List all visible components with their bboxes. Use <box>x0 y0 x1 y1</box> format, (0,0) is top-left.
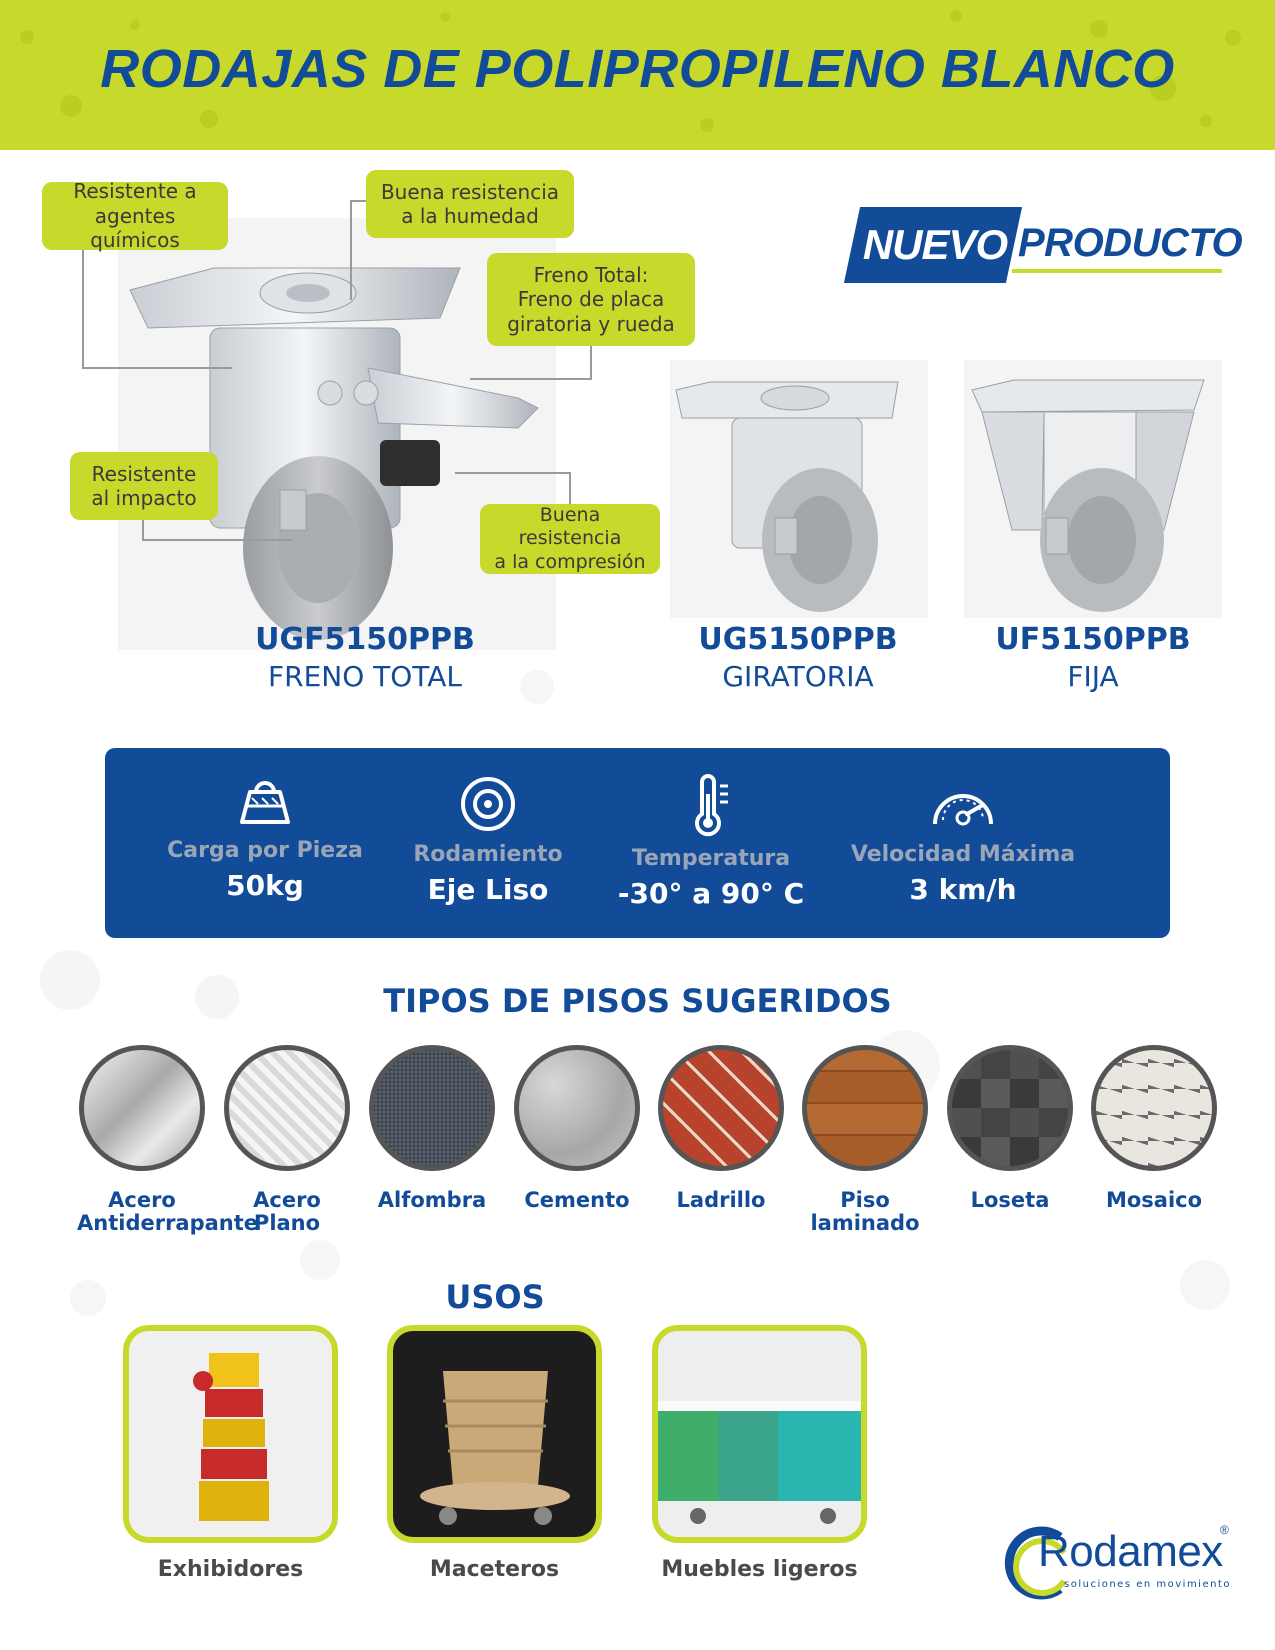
use-label-maceteros: Maceteros <box>429 1557 560 1582</box>
use-label-exhibidores: Exhibidores <box>157 1557 304 1582</box>
spec-label: Carga por Pieza <box>167 838 363 863</box>
product-code-1: UGF5150PPB <box>255 622 475 657</box>
leader-line <box>82 250 84 368</box>
spec-value: -30° a 90° C <box>617 877 805 910</box>
callout-resistencia-humedad: Buena resistencia a la humedad <box>366 170 574 238</box>
product-type-2: GIRATORIA <box>722 660 874 693</box>
callout-resistente-impacto: Resistente al impacto <box>70 452 218 520</box>
logo-tagline: soluciones en movimiento <box>1064 1579 1231 1590</box>
leader-line <box>470 378 592 380</box>
product-image-uf5150ppb <box>964 360 1222 618</box>
nuevo-producto-badge <box>852 207 1243 283</box>
logo-wordmark: Rodamex <box>1038 1527 1223 1576</box>
leader-line <box>350 200 352 300</box>
spec-label: Rodamiento <box>413 842 563 867</box>
bearing-icon <box>458 774 518 834</box>
section-title-pisos: TIPOS DE PISOS SUGERIDOS <box>383 982 892 1020</box>
badge-producto-text: PRODUCTO <box>1018 221 1243 265</box>
badge-nuevo-text: NUEVO <box>862 221 1008 268</box>
callout-resistencia-compresion: Buena resistencia a la compresión <box>480 504 660 574</box>
spec-velocidad <box>813 774 1113 906</box>
bg-bubble <box>70 1280 106 1316</box>
floor-swatch <box>802 1045 928 1171</box>
logo-registered: ® <box>1220 1523 1229 1537</box>
product-code-2: UG5150PPB <box>698 622 898 657</box>
spec-label: Velocidad Máxima <box>850 842 1076 867</box>
floor-label: Ladrillo <box>676 1188 766 1212</box>
product-code-3: UF5150PPB <box>995 622 1191 657</box>
use-image-muebles-ligeros <box>652 1325 867 1543</box>
leader-line <box>455 472 570 474</box>
spec-value: 50kg <box>226 869 304 902</box>
floor-label: Cemento <box>524 1188 630 1212</box>
badge-underline <box>1012 269 1222 273</box>
floor-loseta <box>945 1045 1075 1212</box>
rodamex-logo <box>1002 1515 1242 1625</box>
leader-line <box>82 367 232 369</box>
floor-acero-antiderrapante <box>77 1045 259 1236</box>
floor-label: Loseta <box>970 1188 1050 1212</box>
use-label-muebles-ligeros: Muebles ligeros <box>661 1557 858 1582</box>
floor-swatch <box>79 1045 205 1171</box>
callout-resistente-quimicos: Resistente a agentes químicos <box>42 182 228 250</box>
leader-line <box>590 343 592 379</box>
product-image-ug5150ppb <box>670 360 928 618</box>
floor-label: Mosaico <box>1105 1188 1203 1212</box>
specs-panel <box>105 748 1170 938</box>
spec-temperatura <box>591 774 831 910</box>
leader-line <box>142 518 144 540</box>
floor-swatch <box>514 1045 640 1171</box>
floor-acero-plano <box>222 1045 352 1235</box>
floor-alfombra <box>367 1045 497 1212</box>
product-type-1: FRENO TOTAL <box>268 660 462 693</box>
floor-swatch <box>369 1045 495 1171</box>
bg-bubble <box>520 670 554 704</box>
floor-swatch <box>1091 1045 1217 1171</box>
bg-bubble <box>300 1240 340 1280</box>
floor-cemento <box>512 1045 642 1212</box>
floor-label: Alfombra <box>377 1188 487 1212</box>
spec-value: 3 km/h <box>909 873 1017 906</box>
spec-carga <box>145 774 385 902</box>
floor-mosaico <box>1089 1045 1219 1212</box>
bg-bubble <box>1180 1260 1230 1310</box>
floor-label: Piso laminado <box>810 1188 920 1236</box>
floor-label: Acero Plano <box>253 1188 321 1236</box>
speedometer-icon <box>927 774 999 834</box>
floor-label: Acero Antiderrapante <box>77 1188 259 1236</box>
header-banner <box>0 0 1275 150</box>
floor-ladrillo <box>656 1045 786 1212</box>
floor-swatch <box>658 1045 784 1171</box>
weight-icon <box>232 774 298 830</box>
product-type-3: FIJA <box>1067 660 1119 693</box>
section-title-usos: USOS <box>445 1278 545 1316</box>
page-title: RODAJAS DE POLIPROPILENO BLANCO <box>100 39 1175 99</box>
spec-value: Eje Liso <box>427 873 549 906</box>
floor-swatch <box>224 1045 350 1171</box>
callout-freno-total: Freno Total: Freno de placa giratoria y rueda <box>487 253 695 346</box>
floor-piso-laminado <box>800 1045 930 1235</box>
use-image-maceteros <box>387 1325 602 1543</box>
floor-swatch <box>947 1045 1073 1171</box>
spec-label: Temperatura <box>631 846 791 871</box>
thermometer-icon <box>688 774 734 838</box>
spec-rodamiento <box>368 774 608 906</box>
use-image-exhibidores <box>123 1325 338 1543</box>
leader-line <box>142 539 292 541</box>
